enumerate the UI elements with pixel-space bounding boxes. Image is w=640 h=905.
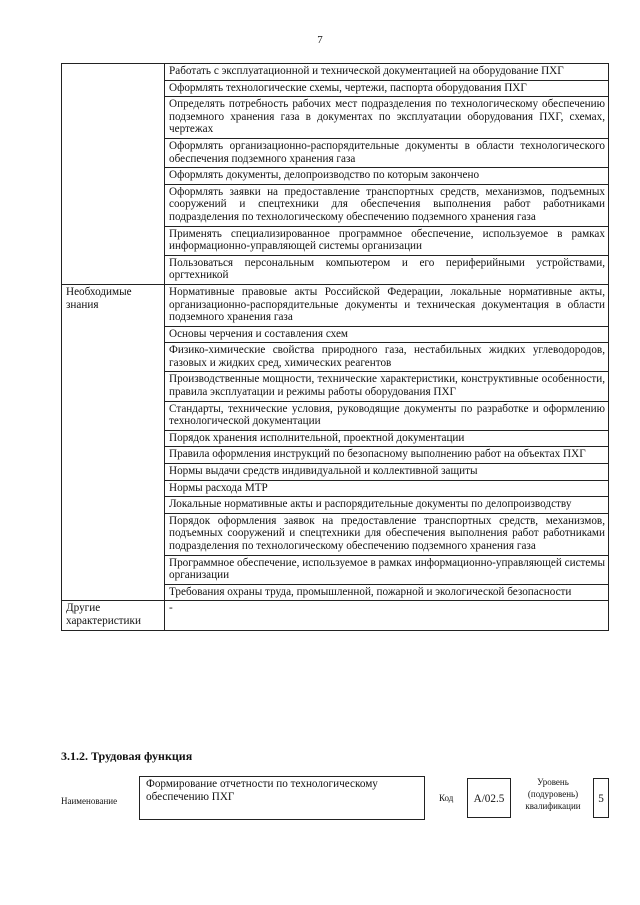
requirements-table <box>61 63 609 631</box>
qualification-level-box: 5 <box>593 778 609 818</box>
skill-item: Применять специализированное программное обеспечение, используемое в рамках информационно-управляющей системы организации <box>165 226 609 255</box>
knowledge-item: Физико-химические свойства природного газа, нестабильных жидких углеводородов, газовых и жидких сред, химических реагентов <box>165 343 609 372</box>
skills-label-cell <box>62 64 165 285</box>
knowledge-item: Требования охраны труда, промышленной, пожарной и экологической безопасности <box>165 584 609 601</box>
knowledge-item: Производственные мощности, технические характеристики, конструктивные особенности, правила эксплуатации и режимы работы оборудования ПХГ <box>165 372 609 401</box>
other-characteristics-value: - <box>165 601 609 630</box>
skill-item: Оформлять технологические схемы, чертежи, паспорта оборудования ПХГ <box>165 80 609 97</box>
knowledge-item: Нормы расхода МТР <box>165 480 609 497</box>
knowledge-item: Нормы выдачи средств индивидуальной и коллективной защиты <box>165 464 609 481</box>
table-row <box>62 64 609 81</box>
skill-item: Определять потребность рабочих мест подразделения по технологическому обеспечению подземного хранения газа в документах по эксплуатации оборудования ПХГ, схемах, чертежах <box>165 97 609 139</box>
knowledge-item: Локальные нормативные акты и распорядительные документы по делопроизводству <box>165 497 609 514</box>
knowledge-item: Порядок хранения исполнительной, проектной документации <box>165 430 609 447</box>
labor-function-header <box>61 776 609 822</box>
knowledge-item: Программное обеспечение, используемое в рамках информационно-управляющей системы организации <box>165 555 609 584</box>
name-label: Наименование <box>61 796 118 806</box>
function-name-box: Формирование отчетности по технологическому обеспечению ПХГ <box>139 776 425 820</box>
knowledge-item: Нормативные правовые акты Российской Федерации, локальные нормативные акты, организационно-распорядительные документы и техническая документация в области подземного хранения газа <box>165 284 609 326</box>
knowledge-item: Правила оформления инструкций по безопасному выполнению работ на объектах ПХГ <box>165 447 609 464</box>
qualification-level-label: Уровень (подуровень) квалификации <box>525 777 581 811</box>
code-label: Код <box>439 793 454 803</box>
skill-item: Оформлять организационно-распорядительные документы в области технологического обеспечения подземного хранения газа <box>165 138 609 167</box>
skill-item: Оформлять документы, делопроизводство по которым закончено <box>165 168 609 185</box>
knowledge-item: Основы черчения и составления схем <box>165 326 609 343</box>
code-box: А/02.5 <box>467 778 511 818</box>
skill-item: Оформлять заявки на предоставление транспортных средств, механизмов, подъемных сооружений и спецтехники для обеспечения выполнения работ работниками подразделения по технологическому обеспечению подземного хранения газа <box>165 184 609 226</box>
skill-item: Работать с эксплуатационной и технической документацией на оборудование ПХГ <box>165 64 609 81</box>
knowledge-item: Порядок оформления заявок на предоставление транспортных средств, механизмов, подъемных сооружений и спецтехники для обеспечения выполнения работ работниками подразделения по технологическому обеспечению подземного хранения газа <box>165 513 609 555</box>
table-row <box>62 601 609 630</box>
knowledge-label: Необходимые знания <box>62 284 165 600</box>
section-title: 3.1.2. Трудовая функция <box>61 749 193 763</box>
page-number: 7 <box>317 34 323 46</box>
table-row <box>62 284 609 326</box>
other-characteristics-label: Другие характеристики <box>62 601 165 630</box>
knowledge-item: Стандарты, технические условия, руководящие документы по разработке и оформлению технологической документации <box>165 401 609 430</box>
skill-item: Пользоваться персональным компьютером и его периферийными устройствами, оргтехникой <box>165 255 609 284</box>
